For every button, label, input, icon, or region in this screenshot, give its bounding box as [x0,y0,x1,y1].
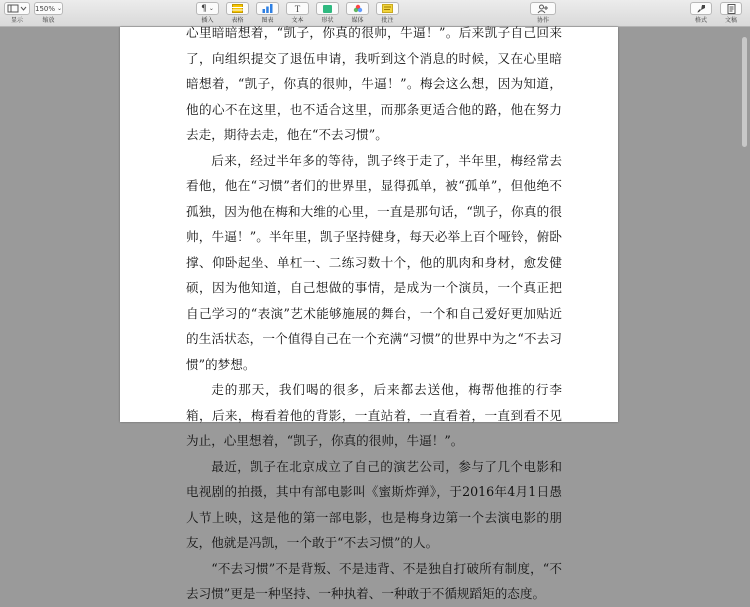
comment-icon [382,4,393,13]
format-label: 格式 [694,17,707,24]
paragraph[interactable]: 后来，经过半年多的等待，凯子终于走了，半年里，梅经常去看他，他在“习惯”者们的世界里，显得孤单，被“孤单”，但他绝不孤独，因为他在梅和大维的心里，一直是那句话，“凯子，你真的很帅，牛逼！”。半年里，凯子坚持健身，每天必举上百个哑铃，俯卧撑、仰卧起坐、单杠一、二练习数十个，他的肌肉和身材，愈发健硕，因为他知道，自己想做的事情，是成为一个演员，一个真正把自己学习的“表演”艺术能够施展的舞台，一个和自己爱好更加贴近的生活状态，一个值得自己在一个充满“习惯”的世界中为之“不去习惯”的梦想。 [186,152,562,372]
view-button[interactable] [4,2,30,15]
zoom-control[interactable] [34,2,63,24]
paragraph[interactable]: 最近，凯子在北京成立了自己的演艺公司，参与了几个电影和电视剧的拍摄，其中有部电影叫《蜜斯炸弹》，于2016年4月1日愚人节上映，这是他的第一部电影，也是梅身边第一个去演电影的朋友，他就是冯凯，一个敢于“不去习惯”的人。 [186,458,562,550]
zoom-value: 150% [34,4,55,13]
document-page[interactable] [120,25,618,601]
format-button[interactable] [690,2,712,15]
pilcrow-icon: ¶ [201,3,207,14]
document-label: 文稿 [724,17,737,24]
chart-icon [262,4,273,13]
document-button[interactable] [720,2,742,15]
media-label: 媒体 [351,17,364,24]
table-label: 表格 [231,17,244,24]
chevron-down-icon: ⌄ [208,5,214,12]
view-label: 显示 [10,17,23,24]
view-control[interactable] [4,2,30,24]
paintbrush-icon [696,4,706,13]
shape-icon [323,5,332,13]
chart-label: 图表 [261,17,274,24]
text-icon: T [294,3,301,14]
scrollbar-thumb[interactable] [742,37,747,147]
chart-button[interactable] [256,2,279,15]
paragraph[interactable]: “不去习惯”不是背叛、不是违背、不是独自打破所有制度，“不去习惯”更是一种坚持、一种执着、一种敢于不循规蹈矩的态度。 [186,560,562,601]
textbox-label: 文本 [291,17,304,24]
textbox-button[interactable] [286,2,309,15]
shape-label: 形状 [321,17,334,24]
insert-label: 插入 [201,17,214,24]
collaborate-label: 协作 [536,17,549,24]
zoom-select[interactable] [34,2,63,15]
photos-icon [353,4,363,14]
document-canvas[interactable] [0,25,750,601]
paragraph[interactable]: 心里暗暗想着，“凯子，你真的很帅，牛逼！”。后来凯子自己回来了，向组织提交了退伍申请，我听到这个消息的时候，又在心里暗暗想着，“凯子，你真的很帅，牛逼！”。梅会这么想，因为知道，他的心不在这里，也不适合这里，而那条更适合他的路，他在努力去走，期待去走，他在“不去习惯”。 [186,25,562,142]
zoom-label: 缩放 [42,17,55,24]
shape-button[interactable] [316,2,339,15]
paragraph[interactable]: 走的那天，我们喝的很多，后来都去送他，梅帮他推的行李箱，后来，梅看着他的背影，一直站着，一直看着，一直到看不见为止，心里想着，“凯子，你真的很帅，牛逼！”。 [186,382,562,448]
table-button[interactable] [226,2,249,15]
collaborate-button[interactable] [530,2,556,15]
table-icon [232,4,243,13]
comment-label: 批注 [381,17,394,24]
document-control[interactable] [720,2,742,24]
collaborate-icon [537,4,549,13]
format-control[interactable] [690,2,712,24]
document-body[interactable] [186,20,562,607]
insert-button[interactable] [196,2,219,15]
media-button[interactable] [346,2,369,15]
comment-button[interactable] [376,2,399,15]
sidebar-icon [7,4,27,13]
document-icon [727,4,736,14]
chevron-down-icon: ⌄ [57,5,63,12]
